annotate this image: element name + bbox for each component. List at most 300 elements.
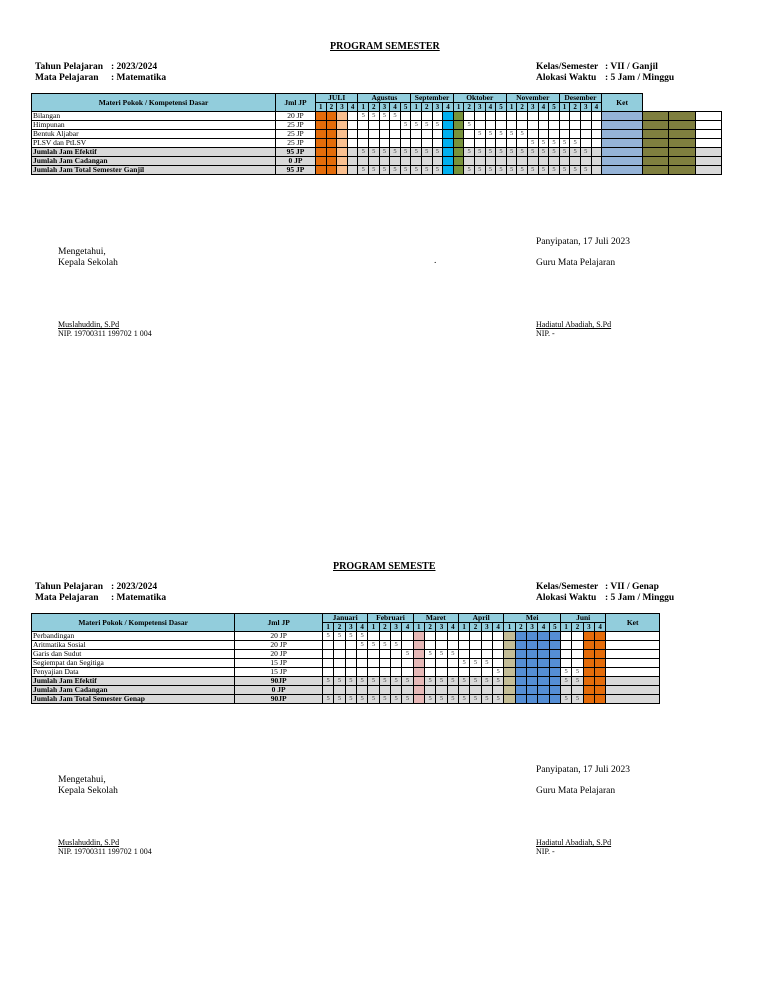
week-cell <box>602 148 643 157</box>
week-cell <box>347 166 358 175</box>
week-cell: 5 <box>549 166 560 175</box>
week-cell <box>580 112 591 121</box>
week-cell <box>421 130 432 139</box>
week-cell <box>326 157 337 166</box>
week-cell: 5 <box>390 641 401 650</box>
week-cell <box>602 112 643 121</box>
week-cell <box>443 148 454 157</box>
week-cell <box>453 130 464 139</box>
week-cell: 5 <box>390 166 401 175</box>
week-cell: 5 <box>379 166 390 175</box>
month-header: Desember <box>559 94 601 103</box>
week-number: 5 <box>549 623 560 632</box>
week-cell <box>504 668 515 677</box>
week-cell <box>474 112 485 121</box>
week-cell <box>316 148 327 157</box>
week-cell <box>443 130 454 139</box>
col-materi-header: Materi Pokok / Kompetensi Dasar <box>32 614 235 632</box>
week-cell <box>402 668 413 677</box>
week-cell <box>347 112 358 121</box>
week-number: 2 <box>572 623 583 632</box>
week-cell <box>559 130 570 139</box>
kepsek-name-ganjil: Muslahuddin, S.Pd <box>58 320 120 329</box>
col-jml-header: Jml JP <box>276 94 316 112</box>
week-cell <box>347 139 358 148</box>
week-cell: 5 <box>549 148 560 157</box>
week-cell: 5 <box>549 139 560 148</box>
week-number: 3 <box>474 103 485 112</box>
week-cell <box>481 686 492 695</box>
week-cell <box>504 632 515 641</box>
week-cell <box>669 121 695 130</box>
week-cell: 5 <box>421 166 432 175</box>
week-cell <box>379 650 390 659</box>
week-cell <box>424 668 435 677</box>
week-cell <box>400 130 411 139</box>
week-cell <box>400 112 411 121</box>
ket-cell <box>606 668 660 677</box>
week-cell: 5 <box>323 695 334 704</box>
week-cell <box>470 641 481 650</box>
week-number: 1 <box>316 103 327 112</box>
ket-cell <box>606 686 660 695</box>
jp-cell: 90JP <box>235 677 323 686</box>
week-cell: 5 <box>496 148 507 157</box>
week-cell <box>580 139 591 148</box>
week-cell <box>515 686 526 695</box>
alokasi-value: : 5 Jam / Minggu <box>605 593 675 603</box>
week-number: 1 <box>323 623 334 632</box>
week-cell <box>413 668 424 677</box>
week-number: 1 <box>413 623 424 632</box>
week-cell: 5 <box>400 121 411 130</box>
col-ket-header: Ket <box>606 614 660 632</box>
week-cell <box>337 166 348 175</box>
week-cell: 5 <box>402 650 413 659</box>
week-cell: 5 <box>464 148 475 157</box>
week-cell <box>549 659 560 668</box>
week-cell <box>595 632 606 641</box>
jp-cell: 20 JP <box>235 641 323 650</box>
week-cell <box>432 139 443 148</box>
week-number: 1 <box>411 103 422 112</box>
ket-cell <box>606 695 660 704</box>
week-cell: 5 <box>400 148 411 157</box>
week-cell: 5 <box>492 668 503 677</box>
week-number: 5 <box>496 103 507 112</box>
kelas-value: : VII / Genap <box>605 582 659 592</box>
kelas-row-genap <box>536 582 674 604</box>
week-cell: 5 <box>390 695 401 704</box>
month-header: Februari <box>368 614 413 623</box>
week-cell <box>337 139 348 148</box>
week-cell <box>481 650 492 659</box>
week-cell <box>527 641 538 650</box>
week-cell <box>470 686 481 695</box>
month-header: Mei <box>504 614 561 623</box>
week-cell <box>517 112 528 121</box>
week-cell <box>337 157 348 166</box>
week-cell <box>643 121 669 130</box>
ket-cell <box>695 112 721 121</box>
kelas-label: Kelas/Semester <box>536 62 599 72</box>
week-cell: 5 <box>356 632 367 641</box>
week-cell: 5 <box>345 677 356 686</box>
week-cell: 5 <box>470 659 481 668</box>
week-number: 4 <box>447 623 458 632</box>
week-cell <box>595 641 606 650</box>
week-cell <box>447 668 458 677</box>
week-cell <box>481 632 492 641</box>
week-cell <box>669 157 695 166</box>
week-cell: 5 <box>379 641 390 650</box>
week-cell <box>506 121 517 130</box>
tahun-value: : 2023/2024 <box>111 582 158 592</box>
week-cell <box>602 139 643 148</box>
week-cell <box>316 130 327 139</box>
week-cell <box>580 130 591 139</box>
week-cell <box>572 650 583 659</box>
week-cell <box>334 641 345 650</box>
week-cell <box>356 686 367 695</box>
jp-cell: 95 JP <box>276 148 316 157</box>
week-cell: 5 <box>464 121 475 130</box>
week-cell <box>459 641 470 650</box>
week-cell <box>504 641 515 650</box>
week-cell <box>485 121 496 130</box>
week-cell: 5 <box>506 166 517 175</box>
week-cell: 5 <box>358 148 369 157</box>
week-cell <box>506 112 517 121</box>
week-cell: 5 <box>436 650 447 659</box>
week-cell: 5 <box>411 121 422 130</box>
header-row <box>32 614 660 623</box>
week-number: 3 <box>436 623 447 632</box>
week-cell <box>402 659 413 668</box>
table-row <box>32 121 722 130</box>
week-cell <box>527 632 538 641</box>
guru-name-ganjil: Hadiatul Abadiah, S.Pd <box>536 320 612 329</box>
jp-cell: 90JP <box>235 695 323 704</box>
week-cell <box>549 686 560 695</box>
week-cell <box>527 112 538 121</box>
week-cell <box>549 130 560 139</box>
week-cell: 5 <box>580 166 591 175</box>
week-number: 4 <box>443 103 454 112</box>
week-cell <box>591 112 602 121</box>
week-cell <box>527 695 538 704</box>
week-cell <box>559 121 570 130</box>
week-cell: 5 <box>368 695 379 704</box>
jp-cell: 95 JP <box>276 166 316 175</box>
kepala-genap: Kepala Sekolah <box>58 786 118 796</box>
week-cell <box>323 641 334 650</box>
week-cell <box>369 121 380 130</box>
week-number: 1 <box>561 623 572 632</box>
week-cell <box>345 659 356 668</box>
week-cell <box>368 686 379 695</box>
week-cell <box>583 695 594 704</box>
week-cell <box>595 695 606 704</box>
month-header: JULI <box>316 94 358 103</box>
week-cell <box>591 157 602 166</box>
materi-cell: Garis dan Sudut <box>32 650 235 659</box>
week-cell <box>390 632 401 641</box>
week-cell <box>669 166 695 175</box>
guru-name-genap: Hadiatul Abadiah, S.Pd <box>536 838 612 847</box>
col-ket-header: Ket <box>602 94 643 112</box>
week-cell <box>474 139 485 148</box>
week-cell <box>549 641 560 650</box>
month-header: Maret <box>413 614 458 623</box>
week-cell <box>347 148 358 157</box>
week-cell <box>591 166 602 175</box>
week-cell <box>421 139 432 148</box>
week-number: 1 <box>559 103 570 112</box>
week-number: 3 <box>527 103 538 112</box>
week-cell <box>316 121 327 130</box>
week-cell <box>496 157 507 166</box>
guru-nip-ganjil: NIP. - <box>536 329 555 338</box>
jp-cell: 15 JP <box>235 659 323 668</box>
table-row <box>32 677 660 686</box>
ket-cell <box>695 166 721 175</box>
mengetahui-genap: Mengetahui, <box>58 775 106 785</box>
tahun-value: : 2023/2024 <box>111 62 158 72</box>
kelas-row <box>536 62 674 84</box>
week-cell <box>643 112 669 121</box>
month-header: Januari <box>323 614 368 623</box>
week-cell <box>669 139 695 148</box>
month-header: Agustus <box>358 94 411 103</box>
table-row <box>32 148 722 157</box>
week-cell <box>413 632 424 641</box>
week-cell: 5 <box>334 677 345 686</box>
week-cell: 5 <box>470 677 481 686</box>
jp-cell: 20 JP <box>235 650 323 659</box>
table-row <box>32 668 660 677</box>
materi-cell: Aritmatika Sosial <box>32 641 235 650</box>
week-number: 1 <box>358 103 369 112</box>
week-cell <box>402 641 413 650</box>
week-cell <box>453 139 464 148</box>
ket-cell <box>606 677 660 686</box>
week-cell <box>538 121 549 130</box>
week-cell <box>390 139 401 148</box>
week-cell <box>421 112 432 121</box>
week-cell <box>474 121 485 130</box>
week-cell: 5 <box>492 677 503 686</box>
week-number: 4 <box>492 623 503 632</box>
week-cell: 5 <box>432 148 443 157</box>
week-cell <box>447 659 458 668</box>
week-number: 4 <box>538 103 549 112</box>
week-cell <box>470 668 481 677</box>
week-cell <box>492 632 503 641</box>
ket-cell <box>606 641 660 650</box>
week-cell <box>464 139 475 148</box>
week-cell: 5 <box>459 695 470 704</box>
page-title-genap: PROGRAM SEMESTE <box>333 561 436 572</box>
week-cell: 5 <box>561 695 572 704</box>
week-cell: 5 <box>379 148 390 157</box>
week-cell <box>334 686 345 695</box>
week-cell <box>595 677 606 686</box>
materi-cell: Perbandingan <box>32 632 235 641</box>
week-cell <box>411 157 422 166</box>
week-cell <box>517 157 528 166</box>
week-cell <box>538 695 549 704</box>
week-cell <box>411 112 422 121</box>
week-cell <box>413 686 424 695</box>
week-cell <box>538 112 549 121</box>
week-cell: 5 <box>411 166 422 175</box>
month-header: Juni <box>561 614 606 623</box>
week-cell <box>527 659 538 668</box>
week-cell <box>496 112 507 121</box>
week-cell <box>527 157 538 166</box>
week-cell <box>669 148 695 157</box>
date-genap: Panyipatan, 17 Juli 2023 <box>536 765 630 775</box>
week-cell <box>485 157 496 166</box>
week-cell <box>591 148 602 157</box>
week-cell <box>549 695 560 704</box>
week-number: 3 <box>337 103 348 112</box>
tahun-label: Tahun Pelajaran <box>35 62 104 72</box>
week-cell: 5 <box>323 632 334 641</box>
week-cell <box>413 650 424 659</box>
week-cell <box>538 686 549 695</box>
week-cell <box>572 686 583 695</box>
week-cell <box>559 157 570 166</box>
week-cell <box>368 659 379 668</box>
week-cell: 5 <box>447 650 458 659</box>
week-cell <box>379 139 390 148</box>
week-number: 5 <box>549 103 560 112</box>
week-cell: 5 <box>390 677 401 686</box>
week-cell: 5 <box>390 148 401 157</box>
week-cell: 5 <box>356 677 367 686</box>
table-row <box>32 659 660 668</box>
ket-cell <box>606 650 660 659</box>
week-cell <box>323 650 334 659</box>
week-cell: 5 <box>421 121 432 130</box>
week-cell: 5 <box>411 148 422 157</box>
mapel-label: Mata Pelajaran <box>35 73 99 83</box>
week-cell: 5 <box>358 112 369 121</box>
materi-cell: PLSV dan PtLSV <box>32 139 276 148</box>
week-number: 3 <box>390 623 401 632</box>
week-cell <box>583 650 594 659</box>
week-cell: 5 <box>517 148 528 157</box>
week-cell <box>496 139 507 148</box>
week-cell <box>326 139 337 148</box>
week-cell <box>504 677 515 686</box>
week-cell <box>323 686 334 695</box>
week-cell <box>368 632 379 641</box>
week-cell <box>602 166 643 175</box>
week-cell <box>390 130 401 139</box>
week-cell <box>572 632 583 641</box>
week-cell: 5 <box>570 148 581 157</box>
week-cell <box>515 695 526 704</box>
week-cell <box>504 695 515 704</box>
week-cell <box>400 139 411 148</box>
guru-genap: Guru Mata Pelajaran <box>536 786 616 796</box>
week-cell <box>549 668 560 677</box>
week-cell <box>549 121 560 130</box>
week-cell <box>379 659 390 668</box>
week-cell <box>316 139 327 148</box>
week-cell <box>356 668 367 677</box>
week-number: 1 <box>504 623 515 632</box>
materi-cell: Segiempat dan Segitiga <box>32 659 235 668</box>
week-cell <box>464 130 475 139</box>
week-cell <box>453 112 464 121</box>
week-number: 2 <box>424 623 435 632</box>
week-cell <box>443 157 454 166</box>
week-number: 1 <box>368 623 379 632</box>
week-cell <box>379 686 390 695</box>
week-cell <box>549 677 560 686</box>
tahun-pelajaran-row-genap <box>35 582 166 604</box>
alokasi-label: Alokasi Waktu <box>536 73 597 83</box>
week-number: 3 <box>345 623 356 632</box>
week-cell <box>453 166 464 175</box>
guru-ganjil: Guru Mata Pelajaran <box>536 258 616 268</box>
week-cell <box>345 641 356 650</box>
week-cell <box>549 650 560 659</box>
week-cell <box>561 659 572 668</box>
week-cell <box>436 659 447 668</box>
week-cell <box>413 641 424 650</box>
table-row <box>32 112 722 121</box>
week-cell <box>424 632 435 641</box>
week-cell <box>443 139 454 148</box>
week-cell <box>453 121 464 130</box>
week-cell <box>390 650 401 659</box>
week-cell <box>345 650 356 659</box>
week-cell <box>602 130 643 139</box>
week-cell <box>316 112 327 121</box>
week-cell <box>549 112 560 121</box>
week-cell <box>515 677 526 686</box>
week-cell <box>464 157 475 166</box>
week-cell <box>358 130 369 139</box>
week-cell: 5 <box>496 166 507 175</box>
col-materi-header: Materi Pokok / Kompetensi Dasar <box>32 94 276 112</box>
week-cell <box>369 139 380 148</box>
table-row <box>32 686 660 695</box>
week-cell <box>669 112 695 121</box>
week-cell <box>421 157 432 166</box>
week-number: 2 <box>515 623 526 632</box>
kepsek-name-genap: Muslahuddin, S.Pd <box>58 838 120 847</box>
week-cell <box>570 130 581 139</box>
week-cell <box>485 139 496 148</box>
week-cell: 5 <box>368 677 379 686</box>
week-cell <box>572 641 583 650</box>
week-cell <box>390 157 401 166</box>
week-cell <box>538 632 549 641</box>
week-cell <box>538 157 549 166</box>
week-number: 3 <box>481 623 492 632</box>
week-cell: 5 <box>447 677 458 686</box>
week-cell <box>356 650 367 659</box>
jp-cell: 25 JP <box>276 139 316 148</box>
week-cell <box>459 650 470 659</box>
jp-cell: 20 JP <box>276 112 316 121</box>
